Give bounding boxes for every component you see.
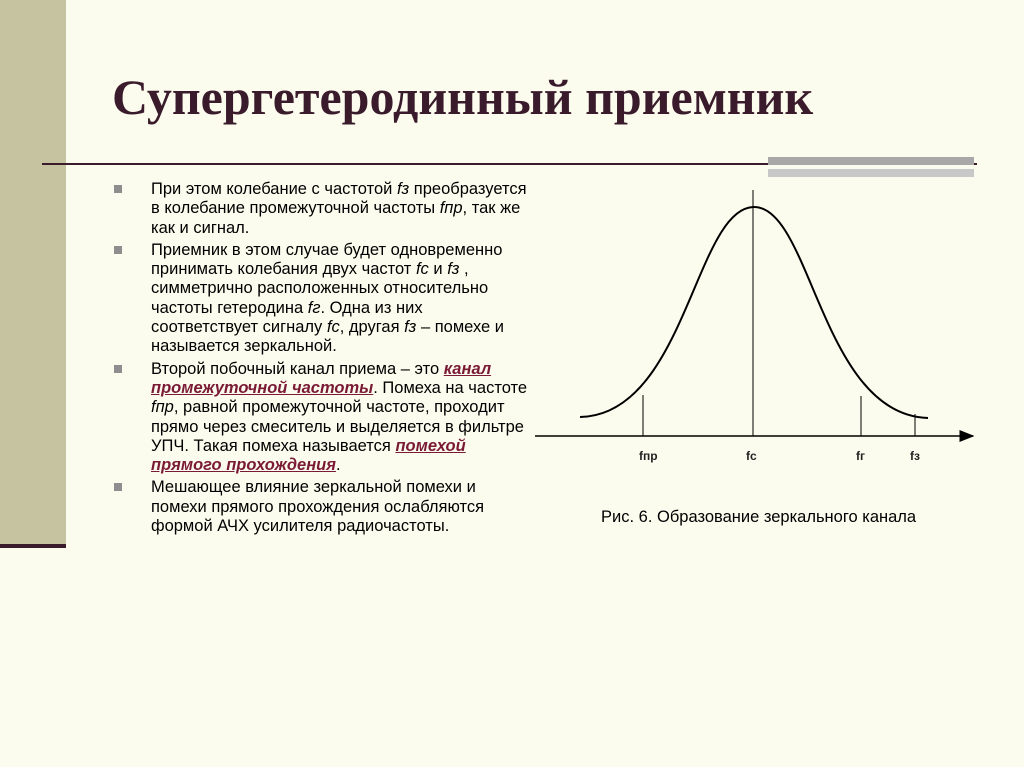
sidebar-underline xyxy=(0,544,66,548)
bullet-item xyxy=(111,478,531,536)
text-run: и xyxy=(428,260,448,279)
bullet-item xyxy=(111,180,531,238)
text-run: , так же как и сигнал. xyxy=(151,199,521,237)
frequency-symbol: fс xyxy=(415,260,429,279)
text-run: Приемник в этом случае будет одновременно принимать колебания двух частот xyxy=(151,240,503,279)
term-link[interactable]: канал промежуточной частоты xyxy=(151,359,492,397)
label-fpr: fпр xyxy=(639,449,658,463)
text-run: . Одна из них соответствует сигналу xyxy=(151,298,423,337)
frequency-symbol: fз xyxy=(396,180,410,198)
bullet-item xyxy=(111,241,531,357)
bullet-text xyxy=(151,478,484,535)
text-run: – помехе и называется зеркальной. xyxy=(151,318,505,356)
text-run: Мешающее влияние зеркальной помехи и помехи прямого прохождения ослабляются формой АЧХ усилителя радиочастоты. xyxy=(151,478,485,536)
text-run: При этом колебание с частотой xyxy=(151,180,397,198)
label-fg: fг xyxy=(856,449,865,463)
sidebar-decoration xyxy=(0,0,66,546)
frequency-symbol: fпр xyxy=(439,199,463,218)
term-link[interactable]: помехой прямого прохождения xyxy=(151,436,466,475)
text-run: Второй побочный канал приема – это xyxy=(151,359,444,378)
square-bullet-icon xyxy=(114,246,122,254)
response-curve xyxy=(580,207,928,418)
frequency-response-figure xyxy=(535,190,980,480)
text-run: преобразуется в колебание промежуточной частоты xyxy=(151,180,527,218)
frequency-symbol: fс xyxy=(326,318,340,337)
frequency-symbol: fпр xyxy=(151,398,174,417)
figure-caption: Рис. 6. Образование зеркального канала xyxy=(601,508,917,526)
text-run: , симметрично расположенных относительно частоты гетеродина xyxy=(151,260,489,317)
text-run: . Помеха на частоте xyxy=(373,378,528,397)
text-run: , равной промежуточной частоте, проходит прямо через смеситель и выделяется в фильтре УПЧ. Такая помеха называется xyxy=(151,398,524,455)
text-run: . xyxy=(335,456,341,475)
square-bullet-icon xyxy=(114,185,122,193)
label-fc: fс xyxy=(746,449,757,463)
square-bullet-icon xyxy=(114,365,122,373)
slide-title: Супергетеродинный приемник xyxy=(112,69,814,125)
accent-bar-dark xyxy=(768,157,974,165)
bullet-text xyxy=(151,180,527,237)
frequency-symbol: fз xyxy=(447,260,460,279)
text-run: , другая xyxy=(339,318,405,337)
accent-bar-light xyxy=(768,169,974,177)
bullet-list xyxy=(111,180,531,539)
label-fz: fз xyxy=(910,449,920,463)
bullet-text xyxy=(151,241,504,355)
frequency-symbol: fг xyxy=(307,298,321,317)
square-bullet-icon xyxy=(114,483,122,491)
bullet-item xyxy=(111,360,531,476)
bullet-text xyxy=(151,360,527,474)
frequency-symbol: fз xyxy=(404,318,417,337)
